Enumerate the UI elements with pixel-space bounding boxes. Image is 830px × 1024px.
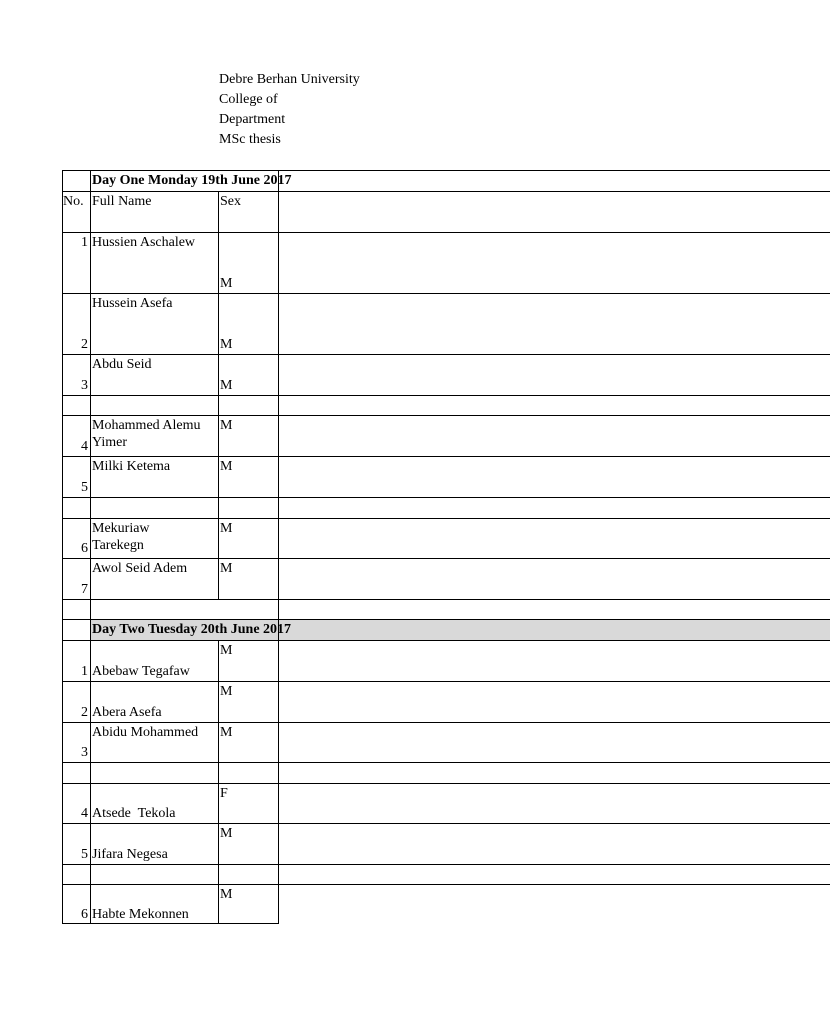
table-row	[62, 518, 830, 558]
table-row	[62, 293, 830, 354]
row-sex: M	[220, 337, 233, 352]
row-name: Hussein Asefa	[92, 296, 173, 311]
row-number: 5	[81, 847, 88, 862]
empty-row	[62, 497, 830, 518]
row-sex: M	[220, 826, 233, 841]
table-row	[62, 558, 830, 599]
row-number: 6	[81, 541, 88, 556]
day-one-title-row	[62, 170, 830, 191]
row-sex: M	[220, 684, 233, 699]
row-sex: M	[220, 521, 233, 536]
table-row	[62, 232, 830, 293]
row-name: Jifara Negesa	[92, 847, 168, 862]
table-row	[62, 456, 830, 497]
table-bottom-border	[62, 923, 279, 924]
table-row	[62, 415, 830, 456]
row-sex: M	[220, 418, 233, 433]
row-sex: M	[220, 561, 233, 576]
row-number: 2	[81, 337, 88, 352]
row-name: Mohammed Alemu Yimer	[92, 418, 201, 450]
header-line-college: College of	[219, 92, 278, 107]
row-sex: M	[220, 725, 233, 740]
row-name: Abera Asefa	[92, 705, 162, 720]
row-sex: M	[220, 378, 233, 393]
row-number: 2	[81, 705, 88, 720]
row-number: 4	[81, 439, 88, 454]
col-name-header: Full Name	[92, 194, 152, 209]
row-name: Mekuriaw Tarekegn	[92, 521, 150, 553]
row-sex: F	[220, 786, 228, 801]
table-row	[62, 823, 830, 864]
table-row	[62, 640, 830, 681]
day-two-title: Day Two Tuesday 20th June 2017	[92, 622, 292, 637]
row-name: Abdu Seid	[92, 357, 152, 372]
row-name: Milki Ketema	[92, 459, 171, 474]
header-line-university: Debre Berhan University	[219, 72, 360, 87]
row-number: 3	[81, 745, 88, 760]
row-number: 4	[81, 806, 88, 821]
column-header-row	[62, 191, 830, 232]
table-row	[62, 681, 830, 722]
row-number: 3	[81, 378, 88, 393]
table-row	[62, 354, 830, 395]
row-name: Abidu Mohammed	[92, 725, 199, 740]
empty-row	[62, 395, 830, 415]
row-sex: M	[220, 887, 233, 902]
day-two-title-row	[62, 619, 830, 640]
empty-row	[62, 864, 830, 884]
row-name: Abebaw Tegafaw	[92, 664, 190, 679]
day-one-title: Day One Monday 19th June 2017	[92, 173, 292, 188]
schedule-table	[62, 170, 292, 924]
row-name: Hussien Aschalew	[92, 235, 196, 250]
header-line-department: Department	[219, 112, 286, 127]
col-no-header: No.	[63, 194, 84, 209]
header-line-thesis: MSc thesis	[219, 132, 281, 147]
table-row	[62, 884, 830, 924]
row-sex: M	[220, 276, 233, 291]
row-sex: M	[220, 643, 233, 658]
row-number: 7	[81, 582, 88, 597]
row-name: Habte Mekonnen	[92, 907, 189, 922]
row-number: 5	[81, 480, 88, 495]
empty-row	[62, 599, 830, 619]
table-row	[62, 722, 830, 762]
row-sex: M	[220, 459, 233, 474]
table-row	[62, 783, 830, 823]
row-number: 6	[81, 907, 88, 922]
empty-row	[62, 762, 830, 783]
row-number: 1	[81, 664, 88, 679]
row-number: 1	[81, 235, 88, 250]
row-name: Atsede Tekola	[92, 806, 176, 821]
row-name: Awol Seid Adem	[92, 561, 188, 576]
col-sex-header: Sex	[220, 194, 241, 209]
